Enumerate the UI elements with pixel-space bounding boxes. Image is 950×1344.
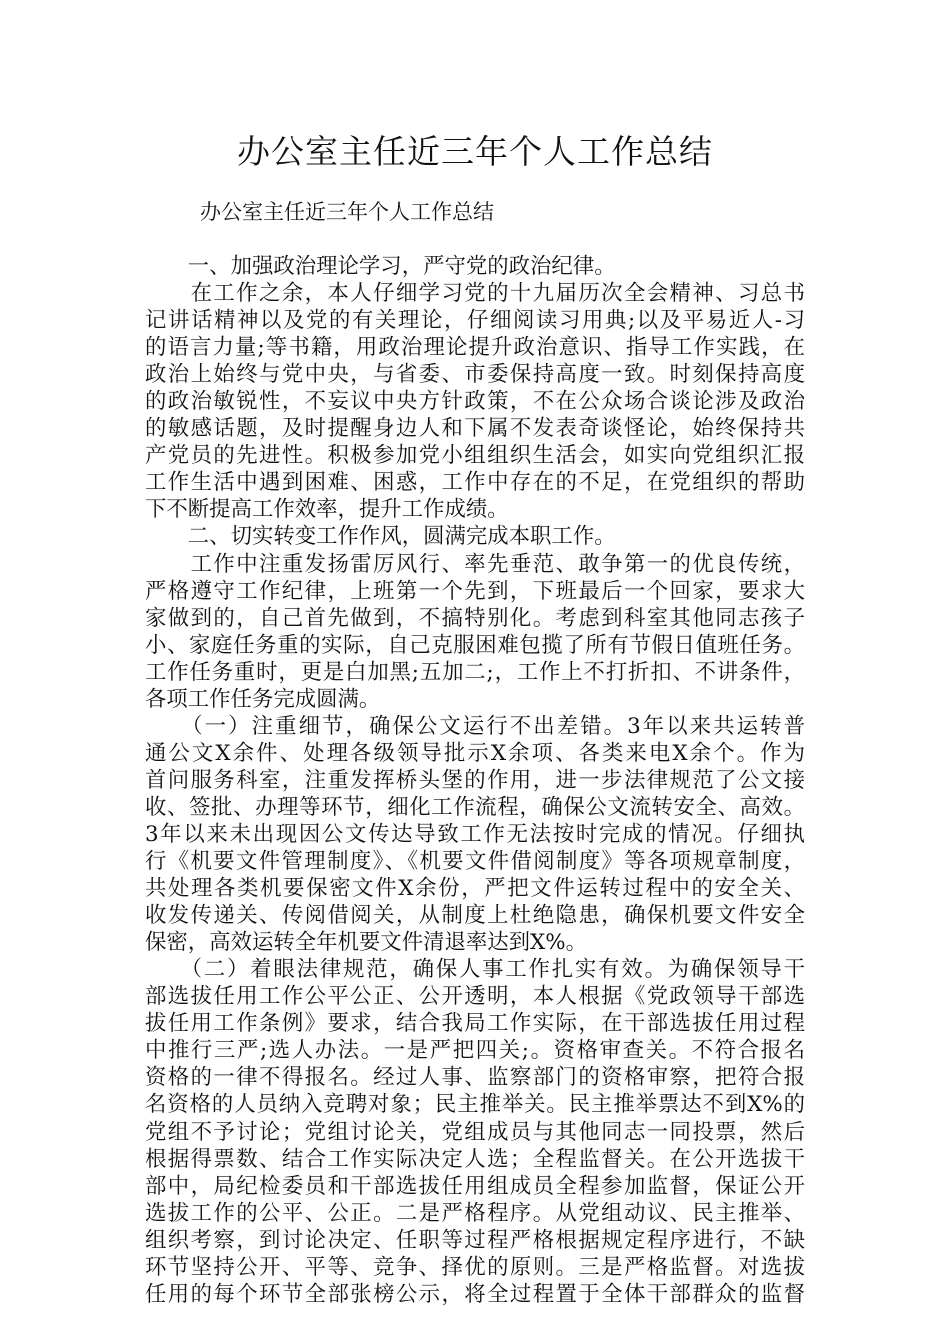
body-text-line: 收发传递关、传阅借阅关，从制度上杜绝隐患，确保机要文件安全 xyxy=(145,903,805,929)
body-text-line: 保密，高效运转全年机要文件清退率达到X%。 xyxy=(145,930,587,956)
body-text-line: 部选拔任用工作公平公正、公开透明，本人根据《党政领导干部选 xyxy=(145,984,805,1010)
body-text-line: 任用的每个环节全部张榜公示，将全过程置于全体干部群众的监督 xyxy=(145,1281,805,1307)
body-text-line: 组织考察，到讨论决定、任职等过程严格根据规定程序进行，不缺 xyxy=(145,1227,805,1253)
body-text-line: 共处理各类机要保密文件X余份，严把文件运转过程中的安全关、 xyxy=(145,876,805,902)
body-text-line: 记讲话精神以及党的有关理论，仔细阅读习用典;以及平易近人-习 xyxy=(145,308,805,334)
body-text-line: 政治上始终与党中央，与省委、市委保持高度一致。时刻保持高度 xyxy=(145,362,805,388)
body-text-line: 选拔工作的公平、公正。二是严格程序。从党组动议、民主推举、 xyxy=(145,1200,805,1226)
body-text-line: 部中，局纪检委员和干部选拔任用组成员全程参加监督，保证公开 xyxy=(145,1173,805,1199)
body-text-line: 首问服务科室，注重发挥桥头堡的作用，进一步法律规范了公文接 xyxy=(145,767,805,793)
body-text-line: 工作中注重发扬雷厉风行、率先垂范、敢争第一的优良传统， xyxy=(145,551,805,577)
body-text-line: 根据得票数、结合工作实际决定人选；全程监督关。在公开选拔干 xyxy=(145,1146,805,1172)
body-text-line: 收、签批、办理等环节，细化工作流程，确保公文流转安全、高效。 xyxy=(145,794,805,820)
body-text-line: 一、加强政治理论学习，严守党的政治纪律。 xyxy=(145,254,616,279)
body-text-line: 的语言力量;等书籍，用政治理论提升政治意识、指导工作实践，在 xyxy=(145,335,805,361)
body-text-line: 在工作之余，本人仔细学习党的十九届历次全会精神、习总书 xyxy=(145,281,805,307)
body-text-line: （二）着眼法律规范，确保人事工作扎实有效。为确保领导干 xyxy=(145,957,805,983)
body-text-line: 的政治敏锐性，不妄议中央方针政策，不在公众场合谈论涉及政治 xyxy=(145,389,805,415)
body-text-line: 严格遵守工作纪律，上班第一个先到，下班最后一个回家，要求大 xyxy=(145,578,805,604)
body-text-line: 资格的一律不得报名。经过人事、监察部门的资格审察，把符合报 xyxy=(145,1065,805,1091)
document-subtitle: 办公室主任近三年个人工作总结 xyxy=(200,200,494,224)
body-text-line: （一）注重细节，确保公文运行不出差错。3年以来共运转普 xyxy=(145,713,805,739)
body-text-line: 下不断提高工作效率，提升工作成绩。 xyxy=(145,497,509,523)
body-text-line: 小、家庭任务重的实际，自己克服困难包揽了所有节假日值班任务。 xyxy=(145,632,805,658)
body-text-line: 通公文X余件、处理各级领导批示X余项、各类来电X余个。作为 xyxy=(145,740,805,766)
body-text-line: 中推行三严;选人办法。一是严把四关;。资格审查关。不符合报名 xyxy=(145,1038,805,1064)
body-text-line: 行《机要文件管理制度》、《机要文件借阅制度》等各项规章制度， xyxy=(145,849,805,875)
body-text-line: 各项工作任务完成圆满。 xyxy=(145,686,381,712)
body-text-line: 环节坚持公开、平等、竞争、择优的原则。三是严格监督。对选拔 xyxy=(145,1254,805,1280)
body-text-line: 3年以来未出现因公文传达导致工作无法按时完成的情况。仔细执 xyxy=(145,821,805,847)
body-text-line: 拔任用工作条例》要求，结合我局工作实际，在干部选拔任用过程 xyxy=(145,1011,805,1037)
body-text-line: 名资格的人员纳入竞聘对象；民主推举关。民主推举票达不到X%的 xyxy=(145,1092,805,1118)
body-text-line: 二、切实转变工作作风，圆满完成本职工作。 xyxy=(145,524,616,550)
body-text-line: 党组不予讨论；党组讨论关，党组成员与其他同志一同投票，然后 xyxy=(145,1119,805,1145)
body-text-line: 工作生活中遇到困难、困惑，工作中存在的不足，在党组织的帮助 xyxy=(145,470,805,496)
document-body xyxy=(145,253,805,1308)
body-text-line: 工作任务重时，更是白加黑;五加二;，工作上不打折扣、不讲条件， xyxy=(145,659,805,685)
body-text-line: 产党员的先进性。积极参加党小组组织生活会，如实向党组织汇报 xyxy=(145,443,805,469)
body-text-line: 家做到的，自己首先做到，不搞特别化。考虑到科室其他同志孩子 xyxy=(145,605,805,631)
document-title: 办公室主任近三年个人工作总结 xyxy=(237,132,713,171)
body-text-line: 的敏感话题，及时提醒身边人和下属不发表奇谈怪论，始终保持共 xyxy=(145,416,805,442)
